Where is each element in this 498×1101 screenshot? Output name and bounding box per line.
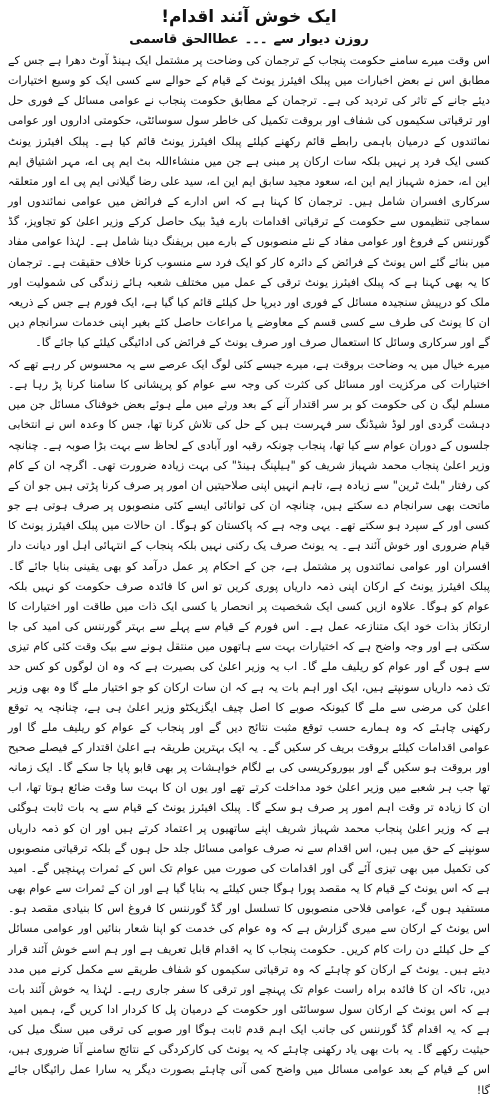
article-paragraph-1: اس وقت میرے سامنے حکومت پنجاب کے ترجمان کی وضاحت پر مشتمل ایک ہینڈ آوٹ دھرا ہے جس کے مطابق اس نے بعض اخبارات میں پبلک افیئرز یونٹ کے قیام کے حوالے سے کسی ایک کو وسیع اختیارات دیئے جانے کے تاثر کی تردید کی ہے۔ ترجمان کے مطابق حکومت پنجاب نے عوامی مسائل کے فوری حل اور ترقیاتی سکیموں کی شفاف اور بروقت تکمیل کی خاطر سول سوسائٹی، حکومتی اداروں اور عوامی نمائندوں کے درمیان باہمی رابطے قائم رکھنے کیلئے پبلک افیئرز یونٹ قائم کیا ہے۔ پبلک افیئرز یونٹ کسی ایک فرد پر نہیں بلکہ سات ارکان پر مبنی ہے جن میں منشاءاللہ بٹ ایم پی اے، مہر اشتیاق ایم این اے، حمزہ شہباز ایم این اے، سعود مجید سابق ایم این اے، سید علی رضا گیلانی ایم پی اے اور متعلقہ سرکاری افسران شامل ہیں۔ ترجمان کا کہنا ہے کہ اس ادارے کے فرائض میں عوامی نمائندوں اور سماجی تنظیموں سے حکومت کے ترقیاتی اقدامات بارے فیڈ بیک حاصل کرکے وزیر اعلیٰ کو تجاویز، گڈ گورننس کے فروغ اور عوامی مفاد کے نئے منصوبوں کے بارے میں بریفنگ دینا شامل ہے۔ لہٰذا عوامی مفاد میں بنائے گئے اس یونٹ کے فرائض کے دائرہ کار کو ایک فرد سے منسوب کرنا خلاف حقیقت ہے۔ ترجمان کا یہ بھی کہنا ہے کہ پبلک افیئرز یونٹ ترقی کے عمل میں مختلف شعبہ ہائے زندگی کی شمولیت اور ملک کو درپیش سنجیدہ مسائل کے فوری اور دیرپا حل کیلئے قائم کیا گیا ہے، ایک فورم ہے جس کے ذریعہ ان کا یونٹ کی طرف سے کسی قسم کے معاوضے یا مراعات حاصل کئے بغیر اپنی خدمات سرانجام دیں گے اور سرکاری وسائل کا استعمال صرف اور صرف یونٹ کے فرائض کی ادائیگی کیلئے کیا جائے گا۔ xyxy=(8,54,490,350)
column-name: روزن دیوار سے xyxy=(273,32,369,47)
headline: ایک خوش آئند اقدام! xyxy=(161,7,337,27)
author-name: عطاالحق قاسمی xyxy=(129,32,239,47)
byline xyxy=(8,30,490,50)
article-paragraph-2: میرے خیال میں یہ وضاحت بروقت ہے، میرے جیسے کئی لوگ ایک عرصے سے یہ محسوس کر رہے تھے کہ اختیارات کی مرکزیت اور مسائل کی کثرت کی وجہ سے عوام کو پریشانی کا سامنا کرنا پڑ رہا ہے۔ مسلم لیگ ن کی حکومت کو بر سر اقتدار آنے کے بعد ورثے میں ملے ہوئے بعض خوفناک مسائل جن میں دہشت گردی اور لوڈ شیڈنگ سر فہرست ہیں کے حل کی تلاش کرنا تھا، جس کا وعدہ اس نے انتخابی جلسوں کے دوران عوام سے کیا تھا، پنجاب چونکہ رقبہ اور آبادی کے لحاظ سے بہت بڑا صوبہ ہے۔ چنانچہ وزیر اعلیٰ پنجاب محمد شہباز شریف کو "ہیلپنگ ہینڈ" کی بہت زیادہ ضرورت تھی۔ اگرچہ ان کے کام کی رفتار "بلٹ ٹرین" سے زیادہ ہے، تاہم انہیں اپنی صلاحیتیں ان امور پر صرف کرنا پڑتی ہیں جو ان کے ماتحت بھی سرانجام دے سکتے ہیں، چنانچہ ان کی توانائی ایسے کئی منصوبوں پر صرف ہوتی ہے جو کسی اور کے سپرد ہو سکتے تھے۔ یہی وجہ ہے کہ پاکستان کو ہوگا۔ ان حالات میں پبلک افیئرز یونٹ کا قیام ضروری اور خوش آئند ہے۔ یہ یونٹ صرف یک رکنی نہیں بلکہ پنجاب کے انتہائی اہل اور دیانت دار افسران اور عوامی نمائندوں پر مشتمل ہے، جن کے احکام پر عمل درآمد کو بھی یقینی بنایا جائے گا۔ پبلک افیئرز یونٹ کے ارکان اپنی ذمہ داریاں پوری کریں تو اس کا فائدہ صرف حکومت کو نہیں بلکہ عوام کو ہوگا۔ علاوہ ازیں کسی ایک شخصیت پر انحصار یا کسی ایک ذات میں طاقت اور اختیارات کا ارتکاز بذات خود ایک متنازعہ عمل ہے۔ اس فورم کے قیام سے پہلے سے بہتر گورننس کی امید کی جا سکتی ہے اور وجہ واضح ہے کہ اختیارات بہت سے ہاتھوں میں منتقل ہونے سے بیک وقت کئی کام تیزی سے ہوں گے اور عوام کو ریلیف ملے گا۔ اب یہ وزیر اعلیٰ کی بصیرت ہے کہ وہ ان لوگوں کو کس حد تک ذمہ داریاں سونپتے ہیں، ایک اور اہم بات یہ ہے کہ ان سات ارکان کو جو اختیار ملے گا وہ بھی وزیر اعلیٰ کی مرضی سے ملے گا کیونکہ صوبے کا اصل چیف ایگزیکٹو وزیر اعلیٰ ہی ہے، چنانچہ یہ توقع رکھنی چاہئے کہ وہ ہمارے حسب توقع مثبت نتائج دیں گے اور پنجاب کے عوام کو ریلیف ملے گا اور عوامی اقدامات کیلئے بروقت بریف کر سکیں گے۔ یہ ایک بہترین طریقہ ہے اعلیٰ اقتدار کے فیصلے صحیح اور بروقت ہو سکیں گے اور بیوروکریسی کی بے لگام خواہشات پر بھی قابو پایا جا سکے گا۔ ایک زمانہ تھا جب ہر شعبے میں وزیر اعلیٰ خود مداخلت کرتے تھے اور یوں ان کا بہت سا وقت ضائع ہوتا تھا، اب ان کا زیادہ تر وقت اہم امور پر صرف ہو سکے گا۔ پبلک افیئرز یونٹ کے قیام سے یہ بات ثابت ہوگئی ہے کہ وزیر اعلیٰ پنجاب محمد شہباز شریف اپنے ساتھیوں پر اعتماد کرتے ہیں اور ان کو ذمہ داریاں سونپنے کے حق میں ہیں، اس اقدام سے نہ صرف عوامی مسائل جلد حل ہوں گے بلکہ ترقیاتی منصوبوں کی تکمیل میں بھی تیزی آئے گی اور اقدامات کی صورت میں عوام تک اس کے ثمرات پہنچیں گے۔ امید ہے کہ اس یونٹ کے قیام کا یہ مقصد پورا ہوگا جس کیلئے یہ بنایا گیا ہے اور ان کے ثمرات سے عوام بھی مستفید ہوں گے، عوامی فلاحی منصوبوں کا تسلسل اور گڈ گورننس کا فروغ اس کا بنیادی مقصد ہو۔ اس یونٹ کے ارکان سے میری گزارش ہے کہ وہ عوام کی خدمت کو اپنا شعار بنائیں اور عوامی مسائل کے حل کیلئے دن رات کام کریں۔ حکومت پنجاب کا یہ اقدام قابل تعریف ہے اور ہم اسے خوش آئند قرار دیتے ہیں۔ یونٹ کے ارکان کو چاہئے کہ وہ ترقیاتی سکیموں کو شفاف طریقے سے مکمل کرنے میں مدد دیں، تاکہ ان کا فائدہ براہ راست عوام تک پہنچے اور ترقی کا سفر جاری رہے۔ لہٰذا یہ خوش آئند بات ہے کہ اس یونٹ کے ارکان سول سوسائٹی اور حکومت کے درمیان پل کا کردار ادا کریں گے، ہمیں امید ہے کہ یہ اقدام گڈ گورننس کی جانب ایک اہم قدم ثابت ہوگا اور صوبے کی ترقی میں سنگ میل کی حیثیت رکھے گا۔ یہ بات بھی یاد رکھنی چاہئے کہ یہ یونٹ کی کارکردگی کے نتائج سامنے آنا ضروری ہیں، اس کے قیام کے بعد عوامی مسائل میں واضح کمی آنی چاہئے بصورت دیگر یہ سارا عمل رائیگاں جائے گا! xyxy=(8,358,490,1097)
byline-separator: ۔۔۔ xyxy=(244,32,268,47)
